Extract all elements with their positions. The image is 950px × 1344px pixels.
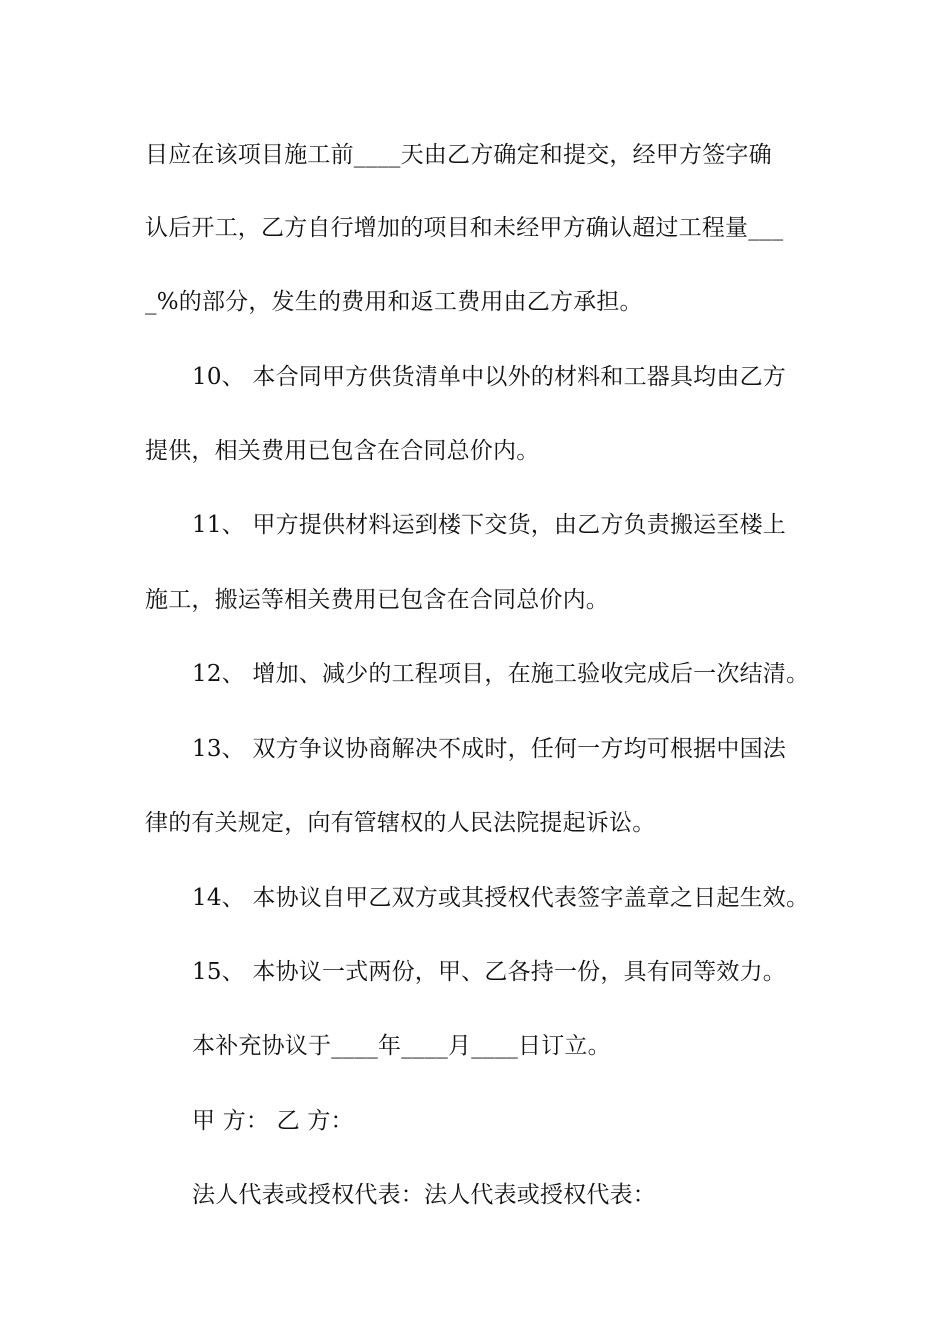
clause-15-line: 15、 本协议一式两份，甲、乙各持一份，具有同等效力。 <box>192 959 786 985</box>
text-line: 提供，相关费用已包含在合同总价内。 <box>145 438 540 464</box>
text-line: 律的有关规定，向有管辖权的人民法院提起诉讼。 <box>145 810 656 836</box>
text-line: _%的部分，发生的费用和返工费用由乙方承担。 <box>145 289 643 315</box>
clause-14-line: 14、 本协议自甲乙双方或其授权代表签字盖章之日起生效。 <box>192 885 810 911</box>
parties-line: 甲 方： 乙 方： <box>192 1108 354 1134</box>
clause-12-line: 12、 增加、减少的工程项目，在施工验收完成后一次结清。 <box>192 661 810 687</box>
clause-10-line: 10、 本合同甲方供货清单中以外的材料和工器具均由乙方 <box>192 364 786 390</box>
clause-11-line: 11、 甲方提供材料运到楼下交货，由乙方负责搬运至楼上 <box>192 512 786 538</box>
representatives-line: 法人代表或授权代表：法人代表或授权代表： <box>192 1182 656 1208</box>
signing-date-line: 本补充协议于____年____月____日订立。 <box>192 1033 611 1059</box>
clause-13-line: 13、 双方争议协商解决不成时，任何一方均可根据中国法 <box>192 736 786 762</box>
text-line: 施工，搬运等相关费用已包含在合同总价内。 <box>145 587 609 613</box>
text-line: 目应在该项目施工前____天由乙方确定和提交，经甲方签字确 <box>145 142 772 168</box>
text-line: 认后开工，乙方自行增加的项目和未经甲方确认超过工程量___ <box>145 215 784 241</box>
